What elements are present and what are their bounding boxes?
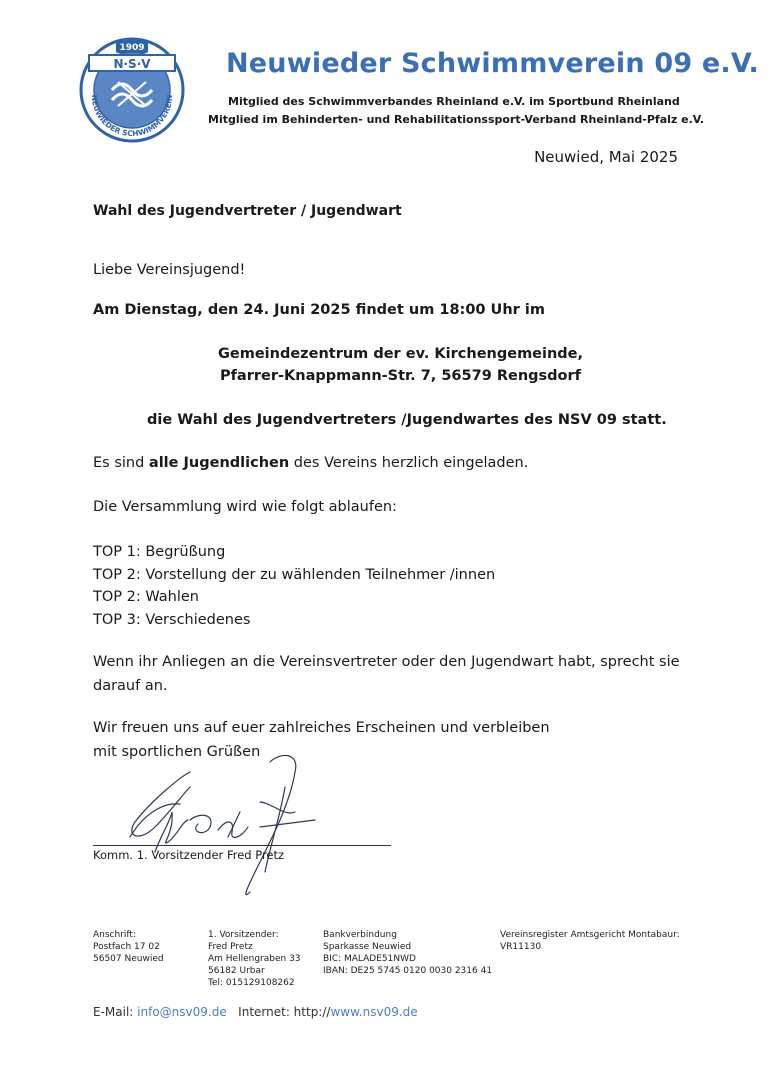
footer-address-line: Anschrift: xyxy=(93,930,136,940)
agenda-item: TOP 1: Begrüßung xyxy=(93,544,226,560)
agenda-item: TOP 3: Verschiedenes xyxy=(93,611,251,628)
logo-letters: N·S·V xyxy=(113,57,151,71)
letter-subject: Wahl des Jugendvertreter / Jugendwart xyxy=(93,203,402,219)
agenda-list xyxy=(93,541,495,631)
footer-bank xyxy=(323,929,492,977)
agenda-intro: Die Versammlung wird wie folgt ablaufen: xyxy=(93,499,397,515)
website-link[interactable]: www.nsv09.de xyxy=(330,1005,418,1019)
concerns-paragraph: Wenn ihr Anliegen an die Vereinsvertreter oder den Jugendwart habt, sprecht sie darauf an. xyxy=(93,654,680,694)
closing-line-2: mit sportlichen Grüßen xyxy=(93,744,261,760)
footer-bank-line: Bankverbindung xyxy=(323,930,397,940)
place-date: Neuwied, Mai 2025 xyxy=(534,148,678,166)
signer-name: Komm. 1. Vorsitzender Fred Pretz xyxy=(93,848,285,862)
footer-register xyxy=(500,929,680,953)
footer-chair-line: Tel: 015129108262 xyxy=(208,978,295,988)
agenda-item: TOP 2: Wahlen xyxy=(93,589,199,605)
logo-ring-text: NEUWIEDER SCHWIMMVEREIN xyxy=(89,94,175,139)
footer-chair-line: 1. Vorsitzender: xyxy=(208,930,279,940)
invitation-line xyxy=(93,455,528,471)
logo-year: 1909 xyxy=(119,43,145,53)
footer-chair-line: 56182 Urbar xyxy=(208,966,265,976)
signature-line xyxy=(93,845,391,846)
club-logo xyxy=(78,36,186,144)
invite-pre: Es sind xyxy=(93,455,149,471)
salutation: Liebe Vereinsjugend! xyxy=(93,262,246,278)
footer-bank-line: BIC: MALADE51NWD xyxy=(323,954,416,964)
footer-register-line: VR11130 xyxy=(500,942,542,952)
club-name: Neuwieder Schwimmverein 09 e.V. xyxy=(226,48,759,79)
email-link[interactable]: info@nsv09.de xyxy=(137,1005,227,1019)
invite-post: des Vereins herzlich eingeladen. xyxy=(289,455,529,471)
footer-chair-line: Am Hellengraben 33 xyxy=(208,954,301,964)
handwritten-signature xyxy=(110,742,330,907)
membership-line-1: Mitglied des Schwimmverbandes Rheinland e.V. im Sportbund Rheinland xyxy=(228,95,680,108)
footer-chair-line: Fred Pretz xyxy=(208,942,253,952)
election-line: die Wahl des Jugendvertreters /Jugendwartes des NSV 09 statt. xyxy=(147,412,667,428)
footer-bank-line: IBAN: DE25 5745 0120 0030 2316 41 xyxy=(323,966,493,976)
footer-bank-line: Sparkasse Neuwied xyxy=(323,942,412,952)
contact-line xyxy=(93,1005,418,1019)
email-label: E-Mail: xyxy=(93,1005,138,1019)
closing-line-1: Wir freuen uns auf euer zahlreiches Erscheinen und verbleiben xyxy=(93,720,550,736)
footer-address-line: Postfach 17 02 xyxy=(93,942,160,952)
footer-address-line: 56507 Neuwied xyxy=(93,954,164,964)
footer-address xyxy=(93,929,164,965)
footer-chair xyxy=(208,929,301,989)
venue-line-1: Gemeindezentrum der ev. Kirchengemeinde, xyxy=(218,346,584,362)
venue-line-2: Pfarrer-Knappmann-Str. 7, 56579 Rengsdorf xyxy=(220,368,581,384)
internet-label: Internet: http:// xyxy=(238,1005,331,1019)
membership-line-2: Mitglied im Behinderten- und Rehabilitationssport-Verband Rheinland-Pfalz e.V. xyxy=(208,113,705,126)
invite-bold: alle Jugendlichen xyxy=(148,455,290,471)
agenda-item: TOP 2: Vorstellung der zu wählenden Teilnehmer /innen xyxy=(93,566,496,583)
date-announcement: Am Dienstag, den 24. Juni 2025 findet um 18:00 Uhr im xyxy=(93,302,545,318)
footer-register-line: Vereinsregister Amtsgericht Montabaur: xyxy=(500,930,680,940)
